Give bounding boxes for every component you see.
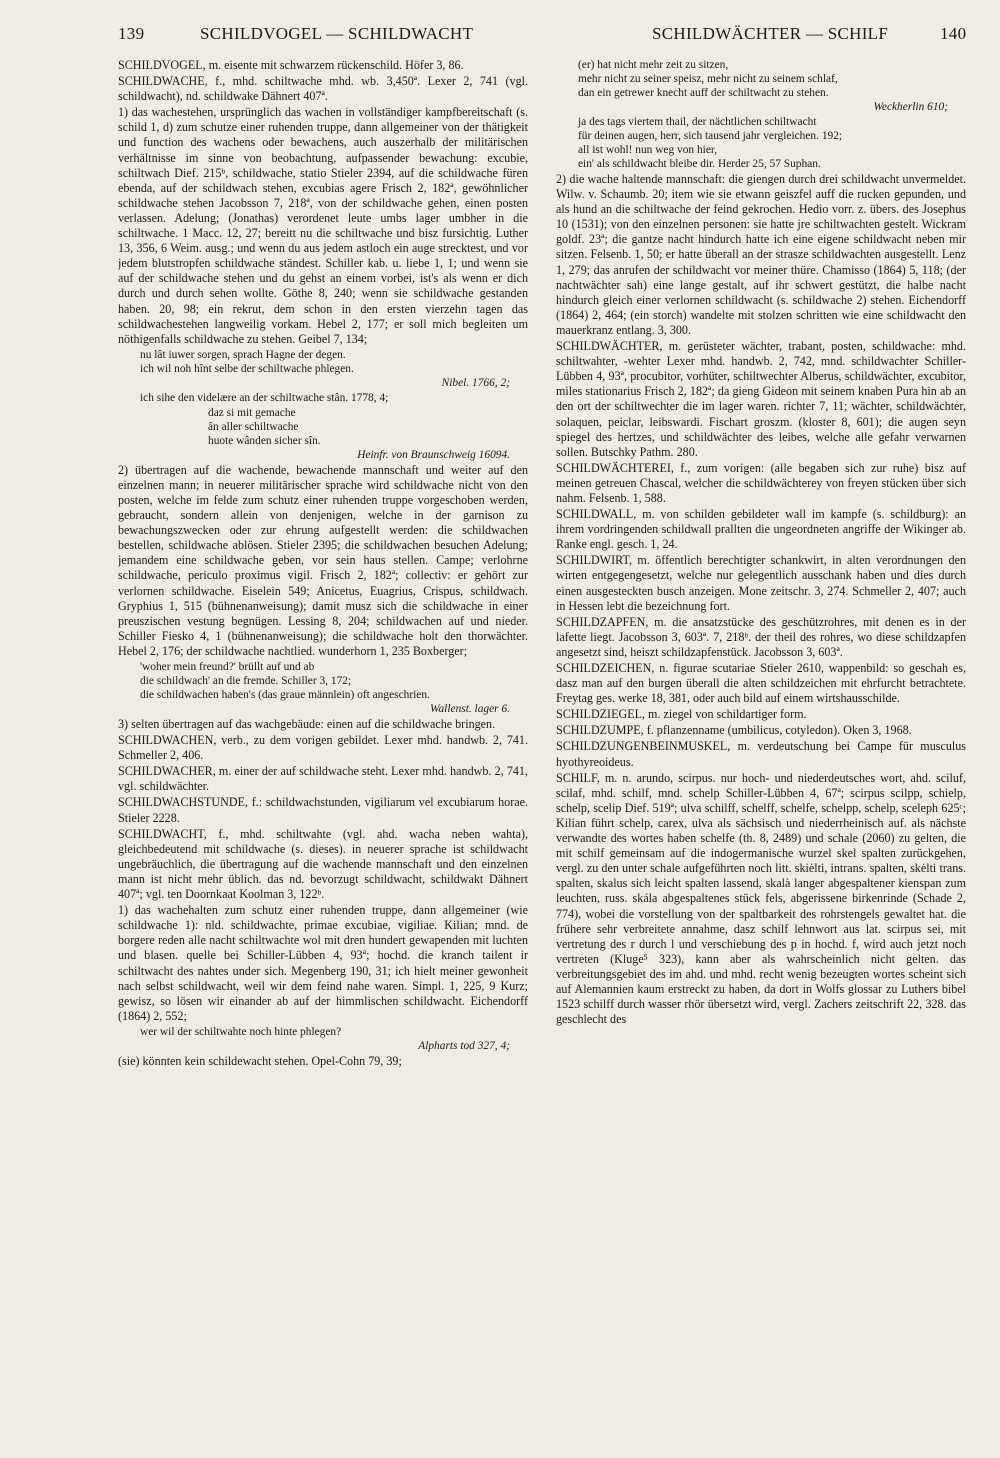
page-header (0, 24, 1000, 54)
verse-source: Weckherlin 610; (873, 101, 948, 113)
verse-line: die schildwach' an die fremde. Schiller 3, 172; (140, 675, 352, 687)
dictionary-paragraph: 2) übertragen auf die wachende, bewachende mannschaft und weiter auf den einzelnen mann; in neuerer militärischer sprache wird schildwache nicht von den posten, welche im felde zum schutz einer ruhenden truppe vorgeschoben werden, gebraucht, sondern allein von denjenigen, welche in der garnison zu bewachungszwecken oder zur ehrung aufgestellt werden: die schildwachen bestellen, schildwache ablösen. Stieler 2395; die schildwachen besuchen Adelung; jemandem eine schildwache geben, vor sein haus stellen. Campe; verlohrne schildwache, periculo proximus vigil. Frisch 2, 182ª; collectiv: er gehört zur verlornen schildwache. Eiselein 549; Anicetus, Euagrius, Crispus, schildwach. Gryphius 1, 515 (bühnenanweisung); damit musz sich die schildwache in einer preuszischen vestung begnügen. Lessing 8, 204; schildwachen auf und nieder. Schiller Fiesko 4, 1 (bühnenanweisung); die schildwache holt den thorwächter. Hebel 2, 176; der schildwache nachtlied. wunderhorn 1, 235 Boxberger; (118, 462, 528, 658)
dictionary-paragraph: SCHILDWACHEN, verb., zu dem vorigen gebildet. Lexer mhd. handwb. 2, 741. Schmeller 2, 406. (118, 733, 528, 763)
dictionary-paragraph: SCHILDZAPFEN, m. die ansatzstücke des geschützrohres, mit denen es in der lafette liegt. Jacobsson 3, 603ª. 7, 218ᵇ. der theil des rohres, wo diese schildzapfen angesetzt sind, heiszt schildzapfenstück. Jacobsson 3, 603ª. (556, 614, 966, 659)
verse-line: all ist wohl! nun weg von hier, (578, 144, 718, 156)
verse-source: Alpharts tod 327, 4; (418, 1039, 510, 1052)
right-column (556, 58, 966, 1388)
dictionary-paragraph: SCHILDWIRT, m. öffentlich berechtigter schankwirt, in alten verordnungen den wirten entgegengesetzt, welche nur gelegentlich ausschank haben und dies durch einen ausgesteckten busch anzeigen. Mone zeitschr. 3, 274. Schmeller 2, 407; auch in Hessen lebt die bezeichnung fort. (556, 553, 966, 613)
verse-line: die schildwachen haben's (das graue männlein) oft angeschrien. (140, 689, 430, 701)
verse-quotation (118, 660, 528, 716)
verse-line: huote wânden sicher sîn. (208, 434, 321, 447)
verse-line: wer wil der schiltwahte noch hinte phlegen? (140, 1025, 342, 1038)
dictionary-paragraph: SCHILF, m. n. arundo, scirpus. nur hoch- und niederdeutsches wort, ahd. sciluf, scilaf, mhd. schilf, mnd. schelp Schiller-Lübben 4, 67ª; scirpus scilpp, schielp, schelp, scelip Dief. 519ª; ulva schilff, schelff, schelfe, schelpp, schelp, sceleph 625ᶜ; Kilian führt schelp, carex, ulva als sächsisch und niederrheinisch auf. als nächste verwandte des wortes haben schelfe (th. 8, 2489) und schale (2060) zu gelten, die mit schilf gemeinsam auf die indogermanische wurzel skel spalten zurückgehen, vergl. zu den unter schale aufgeführten noch litt. skiėlti, intrans. spalten, skėlti trans. spalten, skalus sich leicht spalten lassend, skalà langer abgespaltener kienspan zum leuchten, russ. skála abgespaltenes stück fels, abgerissene birkenrinde (Schade 2, 774), wobei die vorstellung von der spaltbarkeit des rohrstengels gewaltet hat. die frühere sehr verbreitete annahme, dasz schilf lehnwort aus lat. scirpus sei, mit vertretung des r durch l und verschiebung des p in hochd. f, wird auch jetzt noch vertreten (Kluge⁵ 323), kann aber als wahrscheinlich nicht gelten. das verbreitungsgebiet des im ahd. und mhd. recht wenig bezeugten wortes scheint sich auf Alemannien kaum erstreckt zu haben, da dort in Wolfs glossar zu Luthers bibel 1523 schilff durch wasser rhör übersetzt wird, vergl. Zachers zeitschrift 22, 328. das geschlecht des (556, 770, 966, 1027)
verse-line: für deinen augen, herr, sich tausend jahr vergleichen. 192; (578, 130, 843, 142)
dictionary-paragraph: SCHILDWACHSTUNDE, f.: schildwachstunden, vigiliarum vel excubiarum horae. Stieler 2228. (118, 795, 528, 825)
verse-line: ich sihe den videlære an der schiltwache stân. 1778, 4; (140, 391, 389, 404)
dictionary-paragraph: SCHILDWALL, m. von schilden gebildeter wall im kampfe (s. schildburg): an ihrem vordringenden schildwall prallten die ungeordneten angriffe der Wikinger ab. Ranke engl. gesch. 1, 24. (556, 507, 966, 552)
verse-line: nu lât iuwer sorgen, sprach Hagne der degen. (140, 348, 346, 361)
left-column (118, 58, 528, 1388)
verse-source: Wallenst. lager 6. (430, 703, 510, 715)
running-title-left: SCHILDVOGEL — SCHILDWACHT (200, 24, 474, 43)
dictionary-paragraph: 1) das wachehalten zum schutz einer ruhenden truppe, dann allgemeiner (wie schildwache 1): nld. schildwachte, primae excubiae, vigiliae. Kilian; mnd. de borgere reden alle nacht schiltwachte wol mit dren hundert gewapenden mit luchten und blasen. quelle bei Schiller-Lübben 4, 93ª; hochd. die kranch tailent ir schiltwacht des nahtes under sich. Megenberg 190, 31; ich hielt meiner gewonheit nach selbst schildwacht, weil wir dem feind nahe waren. Simpl. 1, 225, 9 Kurz; gewisz, so lösen wir einander ab auf der himmlischen schildwacht. Eichendorff (1864) 2, 552; (118, 903, 528, 1023)
verse-source: Nibel. 1766, 2; (441, 376, 510, 389)
verse-line: daz si mit gemache (208, 406, 296, 419)
dictionary-paragraph: SCHILDZIEGEL, m. ziegel von schildartiger form. (556, 707, 807, 722)
verse-line: ein' als schildwacht bleibe dir. Herder 25, 57 Suphan. (578, 158, 821, 170)
verse-source: Heinfr. von Braunschweig 16094. (357, 448, 510, 461)
page-number-right: 140 (940, 24, 967, 43)
verse-quotation (556, 58, 966, 114)
verse-quotation (118, 348, 528, 390)
verse-quotation (118, 1025, 528, 1053)
verse-line: ich wil noh hînt selbe der schiltwache phlegen. (140, 362, 354, 375)
dictionary-paragraph: SCHILDVOGEL, m. eisente mit schwarzem rückenschild. Höfer 3, 86. (118, 58, 464, 72)
verse-quotation (556, 115, 966, 171)
verse-line: (er) hat nicht mehr zeit zu sitzen, (578, 59, 729, 71)
dictionary-paragraph: SCHILDWACHE, f., mhd. schiltwache mhd. wb. 3,450ª. Lexer 2, 741 (vgl. schildwacht), nd. schildwake Dähnert 407ª. (118, 74, 528, 104)
dictionary-paragraph: SCHILDZUNGENBEINMUSKEL, m. verdeutschung bei Campe für musculus hyothyreoideus. (556, 739, 966, 769)
dictionary-paragraph: 3) selten übertragen auf das wachgebäude: einen auf die schildwache bringen. (118, 717, 496, 731)
verse-line: 'woher mein freund?' brüllt auf und ab (140, 661, 315, 673)
verse-line: mehr nicht zu seiner speisz, mehr nicht zu seinem schlaf, (578, 73, 838, 85)
verse-line: ja des tags viertem thail, der nächtlichen schiltwacht (578, 116, 817, 128)
dictionary-paragraph: SCHILDWACHER, m. einer der auf schildwache steht. Lexer mhd. handwb. 2, 741, vgl. schildwächter. (118, 764, 528, 794)
verse-line: dan ein getrewer knecht auff der schiltwacht zu stehen. (578, 87, 829, 99)
dictionary-paragraph: 2) die wache haltende mannschaft: die giengen durch drei schildwacht unvermeldet. Wilw. v. Schaumb. 20; item wie sie etwann geiszfel auff die rucken gepunden, und als hund an die schiltwache der feind gekrochen. Hedio vorr. z. übers. des Josephus 10 (1531); von den einzelnen personen: sie hatte jre schiltwachten gestelt. Wickram goldf. 23ª; die gantze nacht hindurch hatte ich eine eigene schildwacht neben mir sitzen. Felsenb. 1, 50; er hatte überall an der strasze schildwachten ausgestellt. Lenz 1, 279; das anrufen der schildwacht vor meiner thüre. Chamisso (1864) 5, 118; (der nachtwächter sah) eine lange gestalt, auf ihr schwert gestützt, die halbe nacht hindurch gleich einer verlornen schildwacht (s. schildwache 2) stehen. Eichendorff (1864) 2, 464; (ein storch) wandelte mit stolzen schritten wie eine schildwacht den mauerkranz entlang. 3, 300. (556, 172, 966, 337)
dictionary-paragraph: SCHILDWÄCHTEREI, f., zum vorigen: (alle begaben sich zur ruhe) bisz auf meinen getreuen Chascal, welcher die schildwächterey von freyen stücken über sich nahm. Felsenb. 1, 588. (556, 460, 966, 505)
dictionary-paragraph: SCHILDWACHT, f., mhd. schiltwahte (vgl. ahd. wacha neben wahta), gleichbedeutend mit schildwache (s. dieses). in neuerer sprache ist schildwacht ungebräuchlich, die übertragung auf die wachende mannschaft und den einzelnen mann ist nicht mehr üblich. das nd. bevorzugt schildwacht, schildwakt Dähnert 407ª; vgl. ten Doornkaat Koolman 3, 122ᵇ. (118, 826, 528, 902)
dictionary-paragraph: SCHILDZEICHEN, n. figurae scutariae Stieler 2610, wappenbild: so geschah es, dasz man auf den burgen überall die alten schildzeichen mit ehrfurcht betrachtete. Freytag ges. werke 18, 381, oder auch bild auf einem wirtshausschilde. (556, 661, 966, 706)
verse-line: ân aller schiltwache (208, 420, 299, 433)
dictionary-paragraph: SCHILDWÄCHTER, m. gerüsteter wächter, trabant, posten, schildwache: mhd. schiltwahter, -wehter Lexer mhd. handwb. 2, 742, mnd. schildwachter Schiller-Lübben 4, 93ª, procubitor, vorhüter, schiltwechter Alberus, schildwächter, excubitor, miles stationarius Frisch 2, 182ª; da gieng Gideon mit seinem knaben Pura hin ab an den ort der schiltwechter die im lager waren. richter 7, 11; wächter, schildwächter, solaquen, peiclar, leibswardi. Fischart groszm. (kloster 8, 601); die augen seyn spiegel des hertzes, und schildwächter des leibes, welche alle gefahr verwarnen sollen. Butschky Pathm. 280. (556, 339, 966, 459)
verse-quotation (118, 391, 528, 405)
dictionary-paragraph: (sie) könnten kein schildewacht stehen. Opel-Cohn 79, 39; (118, 1053, 402, 1068)
page-number-left: 139 (118, 24, 145, 43)
verse-quotation (118, 406, 528, 462)
dictionary-paragraph: SCHILDZUMPE, f. pflanzenname (umbilicus, cotyledon). Oken 3, 1968. (556, 723, 912, 738)
dictionary-paragraph: 1) das wachestehen, ursprünglich das wachen in vollständiger kampfbereitschaft (s. schild 1, d) zum schutze einer ruhenden truppe, dann allgemeiner von der thätigkeit und function des wachens oder bewachens, auch auszerhalb der militärischen verhältnisse im sinne von beobachtung, aufpassender bewachung: excubie, schiltwach Dief. 215ᵇ, schildwache, statio Stieler 2394, auf die schildwache füren ebenda, auf der schildwach stehen, excubias agere Frisch 2, 182ª, gewöhnlicher schildwache stehen Jacobsson 7, 218ª, von der schildwache gehen, einen posten verlassen. Adelung; (Jonathas) verordenet leute umbs lager umbher in die schiltwache. 1 Macc. 12, 27; bereitt nu die schiltwache und bisz fursichtig. Luther 13, 356, 6 Weim. ausg.; und wenn du aus jedem astloch ein auge strecktest, und vor jedem blutstropfen schildwache ständest. Schiller kab. u. liebe 1, 1; und wenn sie auf der schildwache stehen und du gehst an einem vorbei, ist's als wenn er dich durch und durch sehen wollte. Göthe 8, 240; wenn sie schildwache gestanden haben. 20, 98; ein rekrut, dem schon in den ersten vierzehn tagen das schildwachestehen langweilig vorkam. Hebel 2, 177; er soll mich begleiten um nöthigenfalls schildwache zu stehen. Geibel 7, 134; (118, 105, 528, 346)
running-title-right: SCHILDWÄCHTER — SCHILF (652, 24, 889, 43)
